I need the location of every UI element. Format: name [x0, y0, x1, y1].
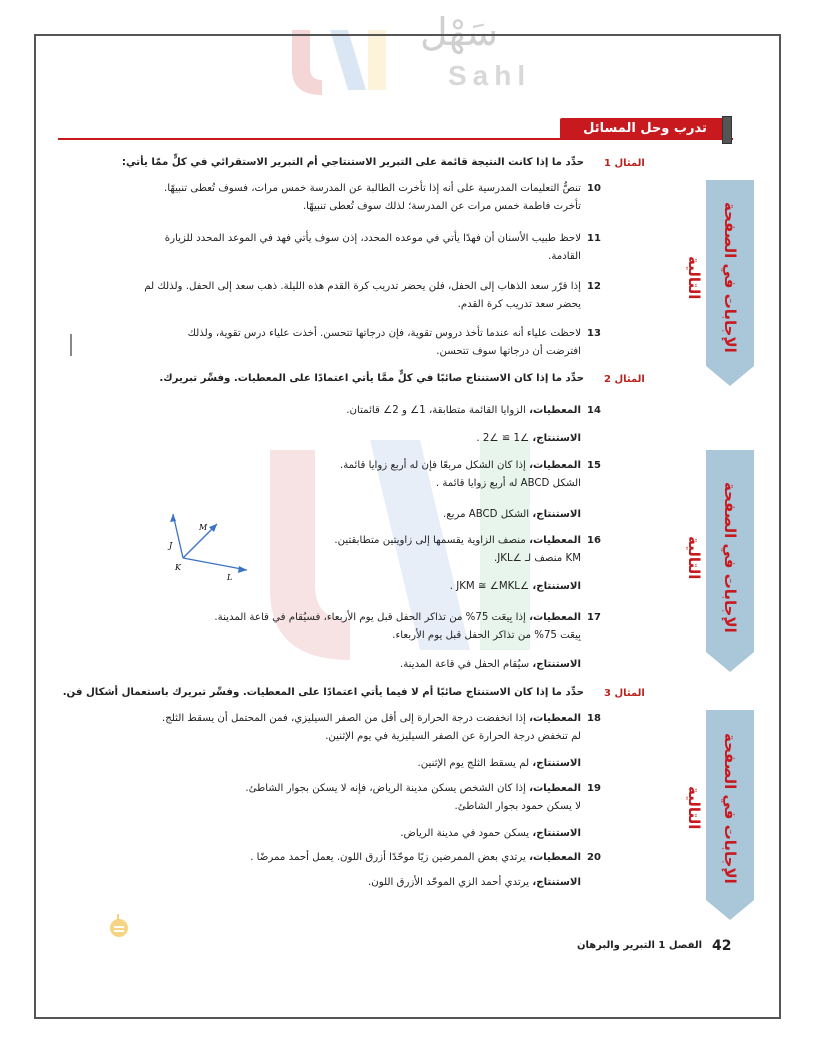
problem-17-given-2: بِيعَت 75% من تذاكر الحفل قبل يوم الأربعاء.	[392, 630, 581, 641]
side-tab-3-text: الإجابات في الصفحة التالية	[685, 732, 739, 884]
problem-number: 17	[587, 612, 601, 623]
example-1-instruction: حدِّد ما إذا كانت النتيجة قائمة على التبرير الاستنتاجي أم التبرير الاستقرائي في كلٍّ ممّا يأتي:	[121, 157, 584, 168]
given-text: إذا كان الشخص يسكن مدينة الرياض، فإنه لا يسكن بجوار الشاطئ.	[245, 783, 526, 794]
given-label: المعطيات،	[529, 852, 581, 863]
given-label: المعطيات،	[529, 612, 581, 623]
example-3-label: المثال 3	[604, 688, 645, 699]
conclusion-label: الاستنتاج،	[532, 509, 581, 520]
given-label: المعطيات،	[529, 783, 581, 794]
sahl-small-logo-icon	[108, 912, 130, 940]
problem-14-given	[161, 404, 581, 418]
given-text: إذا انخفضت درجة الحرارة إلى أقل من الصفر السيليزي، فمن المحتمل أن يسقط الثلج.	[161, 713, 526, 724]
problem-10-line-2: تأخرت فاطمة خمس مرات عن المدرسة؛ لذلك سوف تُعطى تنبيهًا.	[302, 201, 581, 212]
conclusion-text: سيُقام الحفل في قاعة المدينة.	[399, 659, 530, 670]
footer-chapter: الفصل 1 التبرير والبرهان	[576, 940, 702, 951]
label-k: K	[175, 563, 181, 572]
problem-20-given	[161, 851, 581, 865]
conclusion-text: يسكن حمود في مدينة الرياض.	[400, 828, 530, 839]
conclusion-text: الشكل ABCD مربع.	[442, 509, 530, 520]
section-title: تدرب وحل المسائل	[583, 121, 707, 136]
conclusion-text: لم يسقط الثلج يوم الإثنين.	[417, 758, 530, 769]
problem-18-given-2: لم تنخفض درجة الحرارة عن الصفر السيليزية في يوم الإثنين.	[325, 731, 581, 742]
problem-17-given	[161, 611, 581, 625]
arrow-l	[238, 566, 247, 573]
conclusion-text: يرتدي أحمد الزي الموحّد الأزرق اللون.	[368, 877, 530, 888]
label-m: M	[199, 523, 208, 532]
conclusion-label: الاستنتاج،	[532, 581, 581, 592]
example-1-label: المثال 1	[604, 158, 645, 169]
example-2-label: المثال 2	[604, 374, 645, 385]
problem-number: 19	[587, 783, 601, 794]
ray-kl	[183, 558, 247, 570]
given-label: المعطيات،	[529, 535, 581, 546]
problem-15-given-2: الشكل ABCD له أربع زوايا قائمة .	[435, 478, 581, 489]
problem-number: 11	[587, 233, 601, 244]
problem-19-conclusion	[181, 827, 581, 841]
given-text: منصف الزاوية يقسمها إلى زاويتين متطابقتين.	[334, 535, 526, 546]
label-l: L	[227, 573, 233, 582]
problem-19-given-2: لا يسكن حمود بجوار الشاطئ.	[454, 801, 581, 812]
problem-11-line-2: القادمة.	[548, 251, 581, 262]
angle-bisector-figure	[165, 510, 255, 590]
problem-number: 18	[587, 713, 601, 724]
problem-number: 13	[587, 328, 601, 339]
problem-13-line-2: افترضت أن درجاتها سوف تتحسن.	[436, 346, 581, 357]
given-text: إذا بِيعَت 75% من تذاكر الحفل قبل يوم الأربعاء، فسيُقام في قاعة المدينة.	[214, 612, 526, 623]
problem-16-given-2: KM منصف لـ ∠JKL.	[494, 553, 581, 564]
arrow-j	[170, 514, 176, 522]
conclusion-label: الاستنتاج،	[532, 433, 581, 444]
margin-mark	[70, 334, 72, 356]
side-tab-1-text: الإجابات في الصفحة التالية	[685, 202, 739, 353]
example-3-instruction: حدِّد ما إذا كان الاستنتاج صائبًا أم لا فيما يأتي اعتمادًا على المعطيات. وفسِّر تبريرك باستعمال أشكال فن.	[62, 687, 584, 698]
conclusion-label: الاستنتاج،	[532, 877, 581, 888]
problem-12-line-1: إذا قرّر سعد الذهاب إلى الحفل، فلن يحضر تدريب كرة القدم هذه الليلة. ذهب سعد إلى الحفل. ولذلك لم	[144, 281, 581, 292]
problem-number: 20	[587, 852, 601, 863]
problem-12-line-2: يحضر سعد تدريب كرة القدم.	[457, 299, 581, 310]
conclusion-text: ∠1 ≅ ∠2 .	[476, 433, 530, 444]
problem-number: 16	[587, 535, 601, 546]
side-tab-2-text: الإجابات في الصفحة التالية	[685, 482, 739, 633]
conclusion-label: الاستنتاج،	[532, 659, 581, 670]
watermark-brand-ar: سَهْل	[420, 10, 499, 54]
problem-20-conclusion	[161, 876, 581, 890]
problem-15-given	[161, 459, 581, 473]
header-banner-cap	[722, 116, 732, 144]
given-label: المعطيات،	[529, 713, 581, 724]
given-label: المعطيات،	[529, 460, 581, 471]
problem-18-conclusion	[181, 757, 581, 771]
given-label: المعطيات،	[529, 405, 581, 416]
problem-18-given	[141, 712, 581, 726]
label-j: J	[169, 541, 173, 550]
problem-number: 14	[587, 405, 601, 416]
example-2-instruction: حدِّد ما إذا كان الاستنتاج صائبًا في كلٍّ ممَّا يأتي اعتمادًا على المعطيات. وفسِّر تبريرك.	[159, 373, 584, 384]
problem-17-conclusion	[181, 658, 581, 672]
given-text: يرتدي بعض الممرضين زيًا موحّدًا أزرق اللون. يعمل أحمد ممرضًا .	[250, 852, 526, 863]
problem-number: 12	[587, 281, 601, 292]
problem-number: 10	[587, 183, 601, 194]
problem-19-given	[161, 782, 581, 796]
watermark-brand-en: Sahl	[448, 60, 532, 91]
problem-13-line-1: لاحظت علياء أنه عندما تأخذ دروس تقوية، فإن درجاتها تتحسن. أخذت علياء درس تقوية، ولذلك	[187, 328, 581, 339]
problem-10-line-1: تنصُّ التعليمات المدرسية على أنه إذا تأخرت الطالبة عن المدرسة خمس مرات، فسوف تُعطى تنبيهًا.	[164, 183, 581, 194]
conclusion-label: الاستنتاج،	[532, 828, 581, 839]
given-text: الزوايا القائمة متطابقة، 1∠ و 2∠ قائمتان.	[346, 405, 526, 416]
given-text: إذا كان الشكل مربعًا فإن له أربع زوايا قائمة.	[339, 460, 526, 471]
conclusion-text: ∠JKM ≅ ∠MKL .	[449, 581, 530, 592]
problem-11-line-1: لاحظ طبيب الأسنان أن فهدًا يأتي في موعده المحدد، إذن سوف يأتي فهد في الموعد المحدد للزيارة	[164, 233, 581, 244]
conclusion-label: الاستنتاج،	[532, 758, 581, 769]
problem-14-conclusion	[181, 432, 581, 446]
page-number: 42	[712, 938, 732, 954]
problem-number: 15	[587, 460, 601, 471]
